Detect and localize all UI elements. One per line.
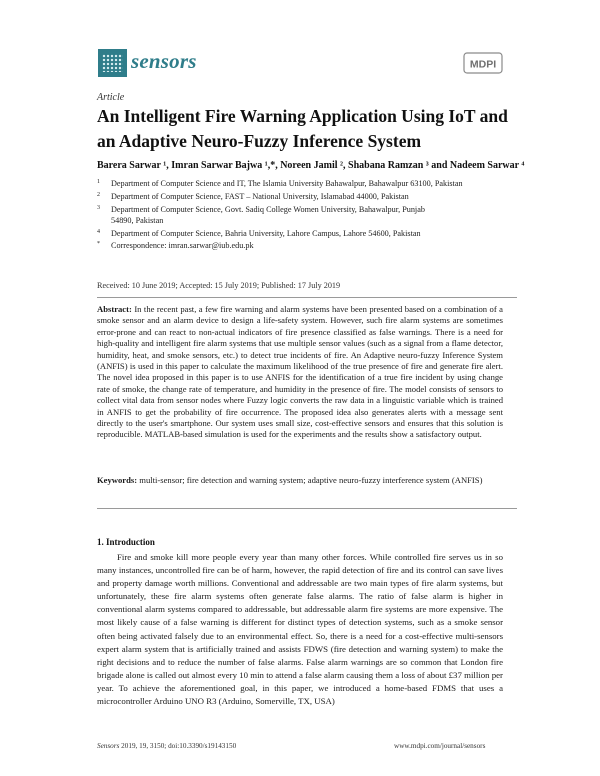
- footer-website[interactable]: www.mdpi.com/journal/sensors: [394, 742, 486, 750]
- footer-journal: Sensors: [97, 742, 120, 750]
- journal-name: sensors: [131, 49, 197, 73]
- abstract-label: Abstract:: [97, 304, 132, 314]
- keywords-label: Keywords:: [97, 475, 138, 485]
- footer-doi: 2019, 19, 3150; doi:10.3390/s19143150: [121, 742, 237, 750]
- affiliation-number: 3: [97, 205, 100, 211]
- affiliation-text: Department of Computer Science, Bahria University, Lahore Campus, Lahore 54600, Pakistan: [111, 229, 421, 238]
- abstract: [97, 304, 503, 441]
- divider: [97, 297, 517, 298]
- affiliation-text: Department of Computer Science, FAST – National University, Islamabad 44000, Pakistan: [111, 192, 409, 201]
- affiliation-4: [97, 228, 517, 239]
- affiliation-2: [97, 191, 517, 202]
- mdpi-logo-text: MDPI: [469, 58, 497, 71]
- paper-title: An Intelligent Fire Warning Application Using IoT and an Adaptive Neuro-Fuzzy Inference System: [97, 106, 508, 151]
- affiliation-number: 2: [97, 192, 100, 198]
- divider: [97, 508, 517, 509]
- mdpi-logo: [463, 52, 503, 74]
- footer-citation: [97, 742, 236, 750]
- abstract-text: In the recent past, a few fire warning and alarm systems have been presented based on a combination of a smoke sensor and an alarm device to design a life-safety system. However, such fire alarm systems are sometimes error-prone and can react to non-actual indicators of fire presence classified as false warnings. There is a need for high-quality and intelligent fire alarm systems that use multiple sensor values (such as a signal from a flame detector, humidity, heat, and smoke sensors, etc.) to detect true incidents of fire. An Adaptive neuro-fuzzy Inference System (ANFIS) is used in this paper to calculate the maximum likelihood of the true presence of fire and generate fire alert. The novel idea proposed in this paper is to use ANFIS for the identification of a true fire incident by using change rate of smoke, the change rate of temperature, and humidity in the presence of fire. The model consists of sensors to collect vital data from sensor nodes where Fuzzy logic converts the raw data in a linguistic variable which is trained in ANFIS to get the probability of fire occurrence. The proposed idea also generates alerts with a message sent directly to the user's smartphone. Our system uses small size, cost-effective sensors and ensures that this solution is reproducible. MATLAB-based simulation is used for the experiments and the results show a satisfactory output.: [97, 304, 503, 440]
- section-heading: 1. Introduction: [97, 537, 155, 547]
- affiliation-text: Department of Computer Science and IT, The Islamia University Bahawalpur, Bahawalpur 63100, Pakistan: [111, 179, 463, 188]
- correspondence: [97, 240, 517, 251]
- affiliation-1: [97, 178, 517, 189]
- keywords: [97, 475, 503, 486]
- publication-dates: Received: 10 June 2019; Accepted: 15 July 2019; Published: 17 July 2019: [97, 281, 341, 290]
- affiliation-3: [97, 204, 437, 226]
- correspondence-email: Correspondence: imran.sarwar@iub.edu.pk: [111, 241, 254, 250]
- author-list: Barera Sarwar ¹, Imran Sarwar Bajwa ¹,*, Noreen Jamil ², Shabana Ramzan ³ and Nadeem Sarwar ⁴: [97, 160, 525, 171]
- affiliation-number: *: [97, 241, 100, 247]
- affiliation-number: 4: [97, 229, 100, 235]
- section-body: Fire and smoke kill more people every year than many other forces. While controlled fire serves us in so many instances, uncontrolled fire can be of harm, however, the rapid detection of fire and its control can save lives and property damage worth millions. Conventional and addressable are two main types of fire alarm systems, but unfortunately, these fire alarm systems often generate false alarms. The ratio of false alarm is higher in conventional alarm systems compared to addressable, but addressable alarm fire systems are more expensive. The most likely cause of a false warning is different for distinct types of detection systems, such as a smoke sensor often being activated falsely due to an environmental effect. So, there is a need for a cost-effective multi-sensors expert alarm system that is artificially trained and assists FDWS (fire detection and warning system) to make the right decisions and to reduce the number of false alarms. False alarm warnings are so common that London fire brigade alone is called out almost every 10 min to attend a false alarm causing them a loss of about £37 million per year. To achieve the aforementioned goal, in this paper, we introduced a home-based FDMS that uses a microcontroller Arduino UNO R3 (Arduino, Somerville, TX, USA): [97, 552, 503, 707]
- journal-logo-icon: [98, 49, 127, 77]
- article-type: Article: [97, 92, 125, 103]
- affiliation-text: Department of Computer Science, Govt. Sadiq College Women University, Bahawalpur, Punjab 54890, Pakistan: [111, 205, 425, 225]
- affiliation-number: 1: [97, 179, 100, 185]
- keywords-text: multi-sensor; fire detection and warning system; adaptive neuro-fuzzy interference system (ANFIS): [139, 475, 483, 485]
